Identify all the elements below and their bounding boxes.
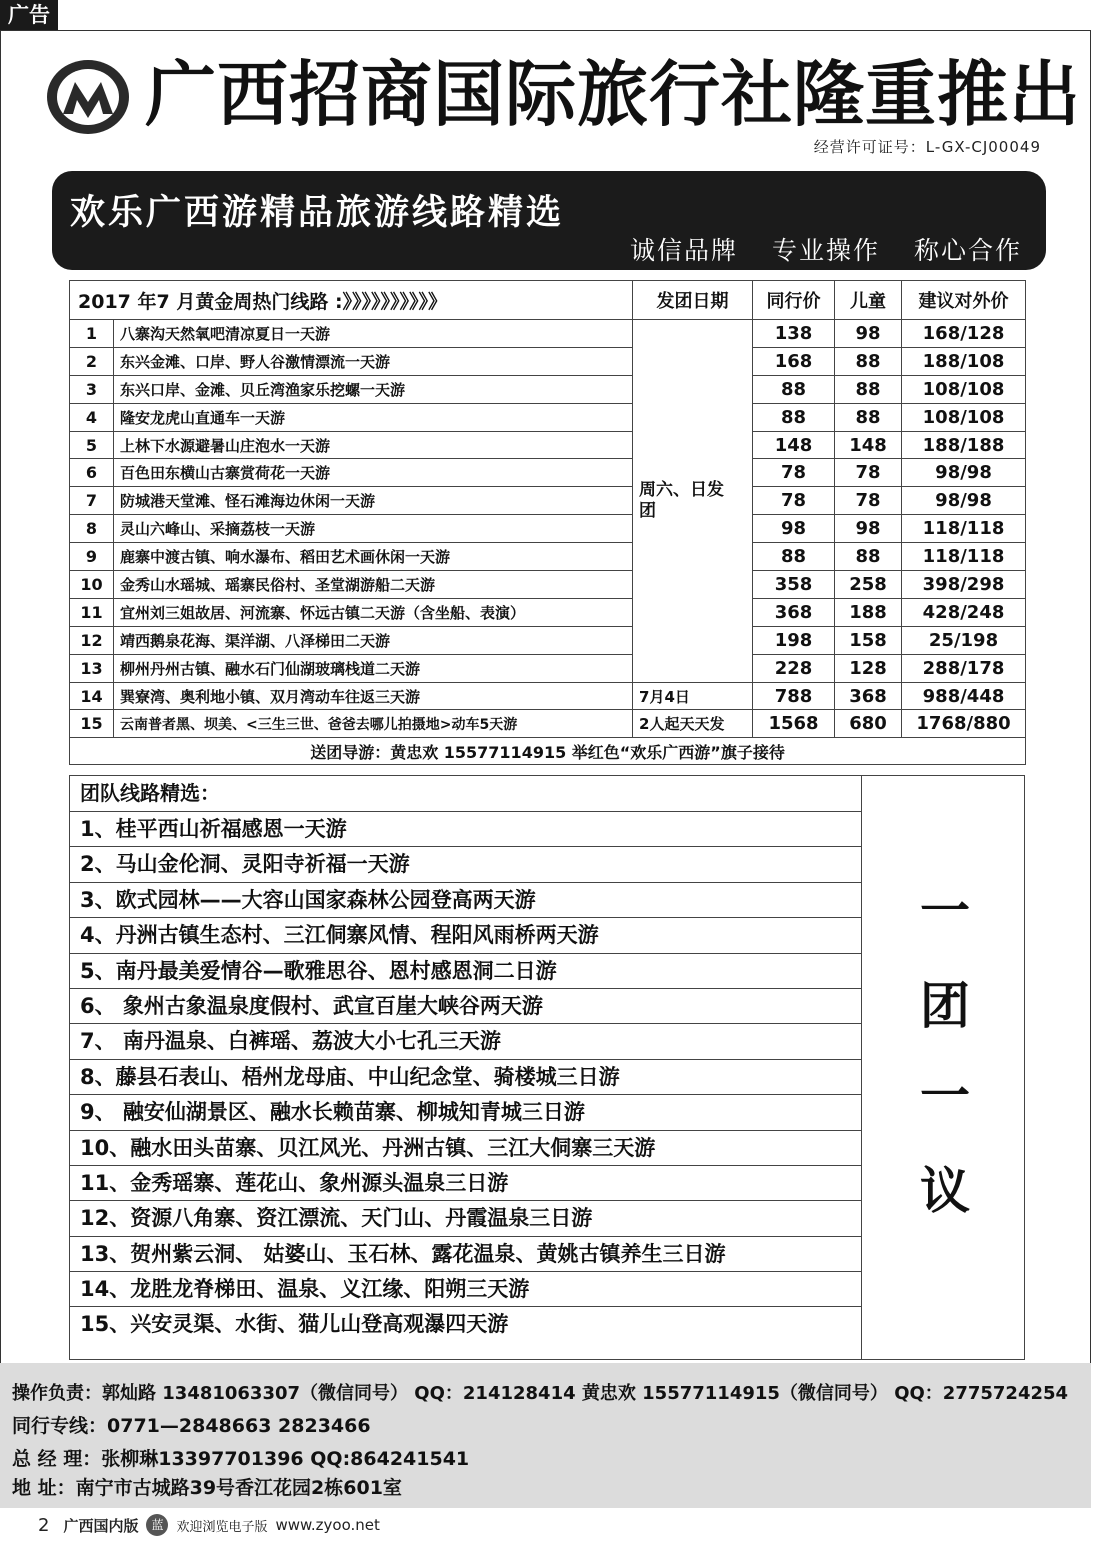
table-row [70,459,1026,487]
route-name: 灵山六峰山、采摘荔枝一天游 [114,515,633,543]
contact-hotline: 同行专线：0771—2848663 2823466 [12,1415,371,1437]
retail-price: 428/248 [902,598,1026,626]
list-item: 13、贺州紫云洞、 姑婆山、玉石林、露花温泉、黄姚古镇养生三日游 [70,1237,861,1272]
route-name: 靖西鹅泉花海、渠洋湖、八泽梯田二天游 [114,626,633,654]
table-row [70,543,1026,571]
website-link[interactable]: www.zyoo.net [275,1516,380,1534]
table-row [70,515,1026,543]
table-row [70,375,1026,403]
shared-date-text: 周六、日发团 [639,479,725,521]
table-row [70,571,1026,599]
route-name: 防城港天堂滩、怪石滩海边休闲一天游 [114,487,633,515]
col-header-peer-price: 同行价 [753,281,835,320]
list-item: 12、资源八角寨、资江漂流、天门山、丹霞温泉三日游 [70,1201,861,1236]
child-price: 98 [835,320,902,348]
row-number: 12 [70,626,114,654]
banner-title: 欢乐广西游精品旅游线路精选 [70,193,565,233]
contact-operator: 操作负责：郭灿路 13481063307（微信同号） QQ：214128414 黄忠欢 15577114915（微信同号） QQ：2775724254 [12,1383,1069,1404]
hot-routes-table [69,280,1026,765]
route-name: 上林下水源避暑山庄泡水一天游 [114,431,633,459]
slogan-3: 称心合作 [913,236,1022,265]
child-price: 188 [835,598,902,626]
retail-price: 398/298 [902,571,1026,599]
departure-date: 7月4日 [633,682,753,710]
child-price: 368 [835,682,902,710]
team-routes-title: 团队线路精选： [70,776,861,812]
agency-logo-icon [45,58,131,136]
side-char-1: 一 [920,882,970,940]
route-name: 柳州丹州古镇、融水石门仙湖玻璃栈道二天游 [114,654,633,682]
slogan-1: 诚信品牌 [630,236,739,265]
table-row [70,626,1026,654]
peer-price: 368 [753,598,835,626]
row-number: 4 [70,403,114,431]
retail-price: 108/108 [902,403,1026,431]
child-price: 680 [835,710,902,738]
list-item: 15、兴安灵渠、水街、猫儿山登高观瀑四天游 [80,1312,509,1337]
slogan-2: 专业操作 [772,236,881,265]
table-row [70,598,1026,626]
route-name: 金秀山水瑶城、瑶寨民俗村、圣堂湖游船二天游 [114,571,633,599]
peer-price: 88 [753,403,835,431]
route-name: 东兴口岸、金滩、贝丘湾渔家乐挖螺一天游 [114,375,633,403]
child-price: 88 [835,375,902,403]
ad-tag: 广告 [0,0,58,30]
table-row [70,320,1026,348]
peer-price: 138 [753,320,835,348]
row-number: 9 [70,543,114,571]
retail-price: 1768/880 [902,710,1026,738]
row-number: 15 [70,710,114,738]
peer-price: 148 [753,431,835,459]
retail-price: 25/198 [902,626,1026,654]
contact-address: 地 址：南宁市古城路39号香江花园2栋601室 [12,1477,402,1499]
page-number: 2 [38,1514,50,1536]
route-name: 巽寮湾、奥利地小镇、双月湾动车往返三天游 [114,682,633,710]
side-char-4: 议 [920,1162,970,1220]
row-number: 11 [70,598,114,626]
list-item: 5、南丹最美爱情谷—歌雅思谷、恩村感恩洞二日游 [70,954,861,989]
child-price: 88 [835,543,902,571]
page-title: 广西招商国际旅行社隆重推出 [145,53,1082,136]
child-price: 258 [835,571,902,599]
col-header-retail-price: 建议对外价 [902,281,1026,320]
peer-price: 78 [753,487,835,515]
route-name: 百色田东横山古寨赏荷花一天游 [114,459,633,487]
table-row [70,431,1026,459]
child-price: 78 [835,459,902,487]
child-price: 158 [835,626,902,654]
child-price: 98 [835,515,902,543]
edition-label: 广西国内版 [63,1516,139,1535]
route-name: 云南普者黑、坝美、<三生三世、爸爸去哪儿拍摄地>动车5天游 [114,710,633,738]
peer-price: 88 [753,375,835,403]
list-item: 3、欧式园林——大容山国家森林公园登高两天游 [70,883,861,918]
retail-price: 188/108 [902,347,1026,375]
team-routes-box [69,775,1025,1360]
row-number: 3 [70,375,114,403]
peer-price: 98 [753,515,835,543]
row-number: 8 [70,515,114,543]
list-item: 14、龙胜龙脊梯田、温泉、义江缘、阳朔三天游 [70,1272,861,1307]
welcome-text: 欢迎浏览电子版 [176,1519,268,1535]
contact-block [0,1363,1091,1508]
child-price: 148 [835,431,902,459]
retail-price: 118/118 [902,515,1026,543]
list-item: 1、桂平西山祈福感恩一天游 [70,812,861,847]
peer-price: 788 [753,682,835,710]
col-header-child-price: 儿童 [835,281,902,320]
row-number: 10 [70,571,114,599]
list-item: 7、 南丹温泉、白裤瑶、荔波大小七孔三天游 [70,1024,861,1059]
page-footer [38,1514,380,1536]
guide-info: 送团导游：黄忠欢 15577114915 举红色“欢乐广西游”旗子接待 [70,738,1026,765]
retail-price: 98/98 [902,487,1026,515]
list-item: 4、丹洲古镇生态村、三江侗寨风情、程阳风雨桥两天游 [70,918,861,953]
peer-price: 168 [753,347,835,375]
row-number: 13 [70,654,114,682]
shared-date-cell [633,320,753,683]
blue-badge-icon: 蓝 [146,1514,168,1536]
side-char-2: 团 [920,977,970,1035]
retail-price: 288/178 [902,654,1026,682]
retail-price: 118/118 [902,543,1026,571]
team-routes-list [70,776,862,1359]
peer-price: 358 [753,571,835,599]
route-name: 宜州刘三姐故居、河流寨、怀远古镇二天游（含坐船、表演） [114,598,633,626]
row-number: 7 [70,487,114,515]
contact-manager: 总 经 理：张柳琳13397701396 QQ:864241541 [12,1448,470,1470]
banner-slogans [606,231,1022,267]
table-row [70,347,1026,375]
row-number: 1 [70,320,114,348]
peer-price: 78 [753,459,835,487]
route-name: 东兴金滩、口岸、野人谷激情漂流一天游 [114,347,633,375]
table-footer-row [70,738,1026,765]
retail-price: 988/448 [902,682,1026,710]
peer-price: 88 [753,543,835,571]
list-item: 10、融水田头苗寨、贝江风光、丹洲古镇、三江大侗寨三天游 [70,1131,861,1166]
route-name: 八寨沟天然氧吧清凉夏日一天游 [114,320,633,348]
row-number: 5 [70,431,114,459]
retail-price: 168/128 [902,320,1026,348]
child-price: 88 [835,347,902,375]
child-price: 88 [835,403,902,431]
list-item: 9、 融安仙湖景区、融水长赖苗寨、柳城知青城三日游 [70,1095,861,1130]
retail-price: 98/98 [902,459,1026,487]
route-name: 鹿寨中渡古镇、响水瀑布、稻田艺术画休闲一天游 [114,543,633,571]
license-number: 经营许可证号：L-GX-CJ00049 [813,138,1041,156]
retail-price: 108/108 [902,375,1026,403]
table-row [70,710,1026,738]
peer-price: 1568 [753,710,835,738]
table-header-row [70,281,1026,320]
row-number: 14 [70,682,114,710]
peer-price: 198 [753,626,835,654]
departure-date: 2人起天天发 [633,710,753,738]
child-price: 78 [835,487,902,515]
row-number: 2 [70,347,114,375]
child-price: 128 [835,654,902,682]
list-item: 2、马山金伦洞、灵阳寺祈福一天游 [70,847,861,882]
hot-routes-title: 2017 年7 月黄金周热门线路 :》》》》》》》》》》 [70,281,633,320]
table-row [70,682,1026,710]
side-char-3: 一 [920,1067,970,1125]
col-header-date: 发团日期 [633,281,753,320]
retail-price: 188/188 [902,431,1026,459]
table-row [70,487,1026,515]
route-name: 隆安龙虎山直通车一天游 [114,403,633,431]
list-item: 6、 象州古象温泉度假村、武宣百崖大峡谷两天游 [70,989,861,1024]
table-row [70,654,1026,682]
list-item: 8、藤县石表山、梧州龙母庙、中山纪念堂、骑楼城三日游 [70,1060,861,1095]
list-item: 11、金秀瑶寨、莲花山、象州源头温泉三日游 [70,1166,861,1201]
peer-price: 228 [753,654,835,682]
row-number: 6 [70,459,114,487]
table-row [70,403,1026,431]
